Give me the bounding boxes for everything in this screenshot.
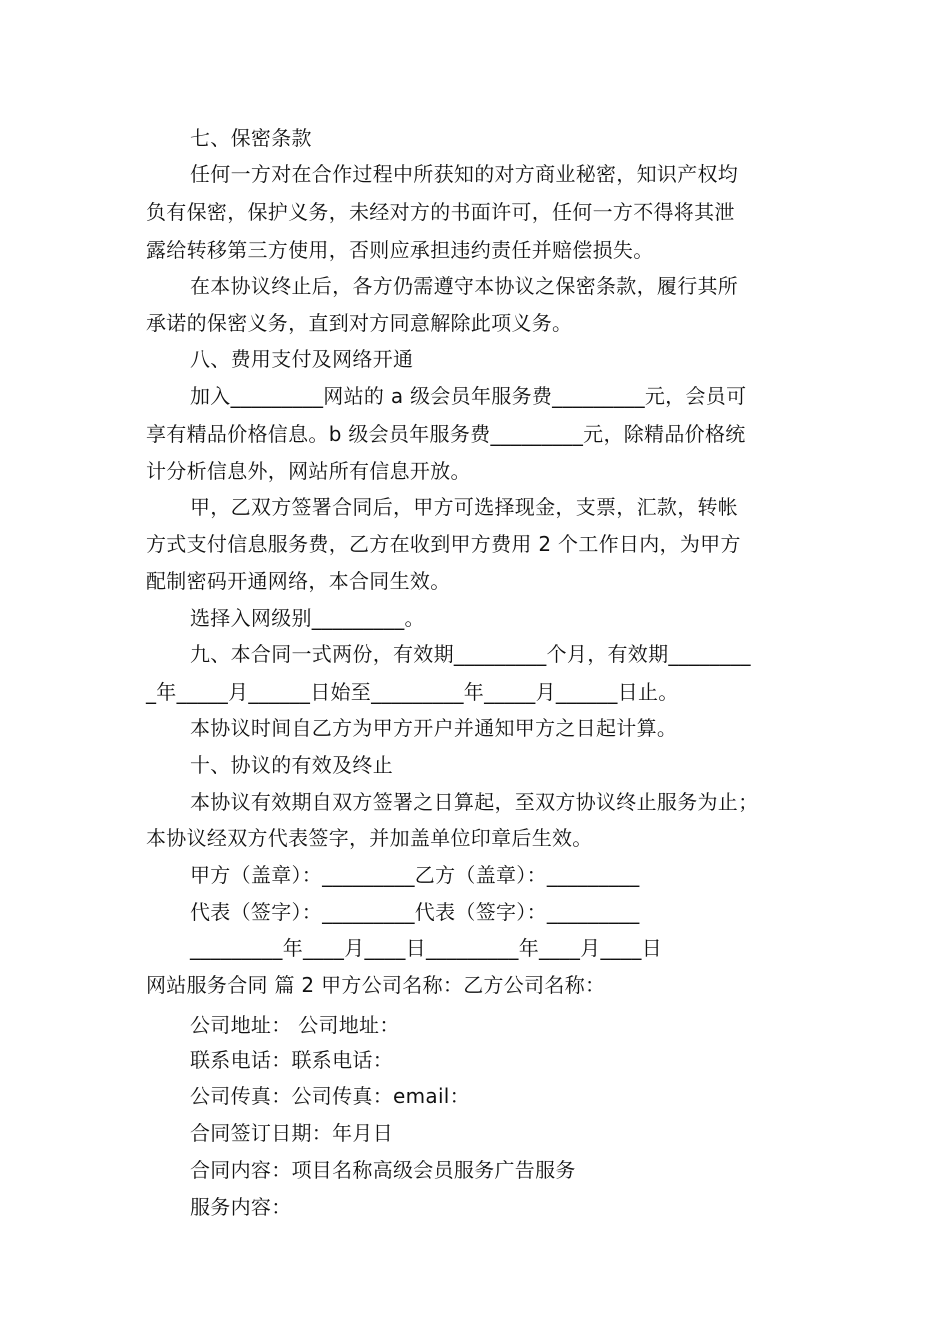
paragraph-line: 甲，乙双方签署合同后，甲方可选择现金，支票，汇款，转帐 — [190, 495, 739, 519]
paragraph-line: 本协议有效期自双方签署之日算起，至双方协议终止服务为止； — [190, 790, 759, 814]
paragraph-line: 本协议经双方代表签字，并加盖单位印章后生效。 — [146, 826, 593, 850]
signature-seal-line: 甲方（盖章）：_________乙方（盖章）：_________ — [190, 863, 640, 887]
paragraph-line: 加入_________网站的 a 级会员年服务费_________元，会员可 — [190, 384, 747, 408]
paragraph-line: 配制密码开通网络，本合同生效。 — [146, 569, 451, 593]
paragraph-line: 在本协议终止后，各方仍需遵守本协议之保密条款，履行其所 — [190, 274, 739, 298]
section-heading-payment: 八、费用支付及网络开通 — [190, 347, 414, 371]
signature-rep-line: 代表（签字）：_________代表（签字）：_________ — [190, 900, 640, 924]
paragraph-line: 露给转移第三方使用，否则应承担违约责任并赔偿损失。 — [146, 238, 654, 262]
field-line: 公司传真：公司传真：email： — [190, 1084, 470, 1108]
field-line: 公司地址： 公司地址： — [190, 1013, 400, 1037]
contract-2-heading: 网站服务合同 篇 2 甲方公司名称：乙方公司名称： — [146, 973, 606, 997]
field-line: 合同签订日期：年月日 — [190, 1121, 393, 1145]
paragraph-line: 方式支付信息服务费，乙方在收到甲方费用 2 个工作日内，为甲方 — [146, 532, 741, 556]
section-heading-validity: 十、协议的有效及终止 — [190, 753, 393, 777]
field-line: 服务内容： — [190, 1195, 292, 1219]
paragraph-line: 本协议时间自乙方为甲方开户并通知甲方之日起计算。 — [190, 716, 678, 740]
paragraph-line: 计分析信息外，网站所有信息开放。 — [146, 459, 471, 483]
paragraph-line: 负有保密，保护义务，未经对方的书面许可，任何一方不得将其泄 — [146, 200, 735, 224]
section-heading-term: 九、本合同一式两份，有效期_________个月，有效期________ — [190, 642, 751, 666]
paragraph-line: 选择入网级别_________。 — [190, 606, 425, 630]
section-heading-confidentiality: 七、保密条款 — [190, 126, 312, 150]
field-line: 联系电话：联系电话： — [190, 1048, 393, 1072]
paragraph-line: 享有精品价格信息。b 级会员年服务费_________元，除精品价格统 — [146, 422, 746, 446]
paragraph-line: 任何一方对在合作过程中所获知的对方商业秘密，知识产权均 — [190, 162, 739, 186]
signature-date-line: _________年____月____日_________年____月____日 — [190, 936, 662, 960]
paragraph-line: _年_____月______日始至_________年_____月______日止。 — [146, 680, 679, 704]
paragraph-line: 承诺的保密义务，直到对方同意解除此项义务。 — [146, 311, 573, 335]
field-line: 合同内容：项目名称高级会员服务广告服务 — [190, 1158, 576, 1182]
